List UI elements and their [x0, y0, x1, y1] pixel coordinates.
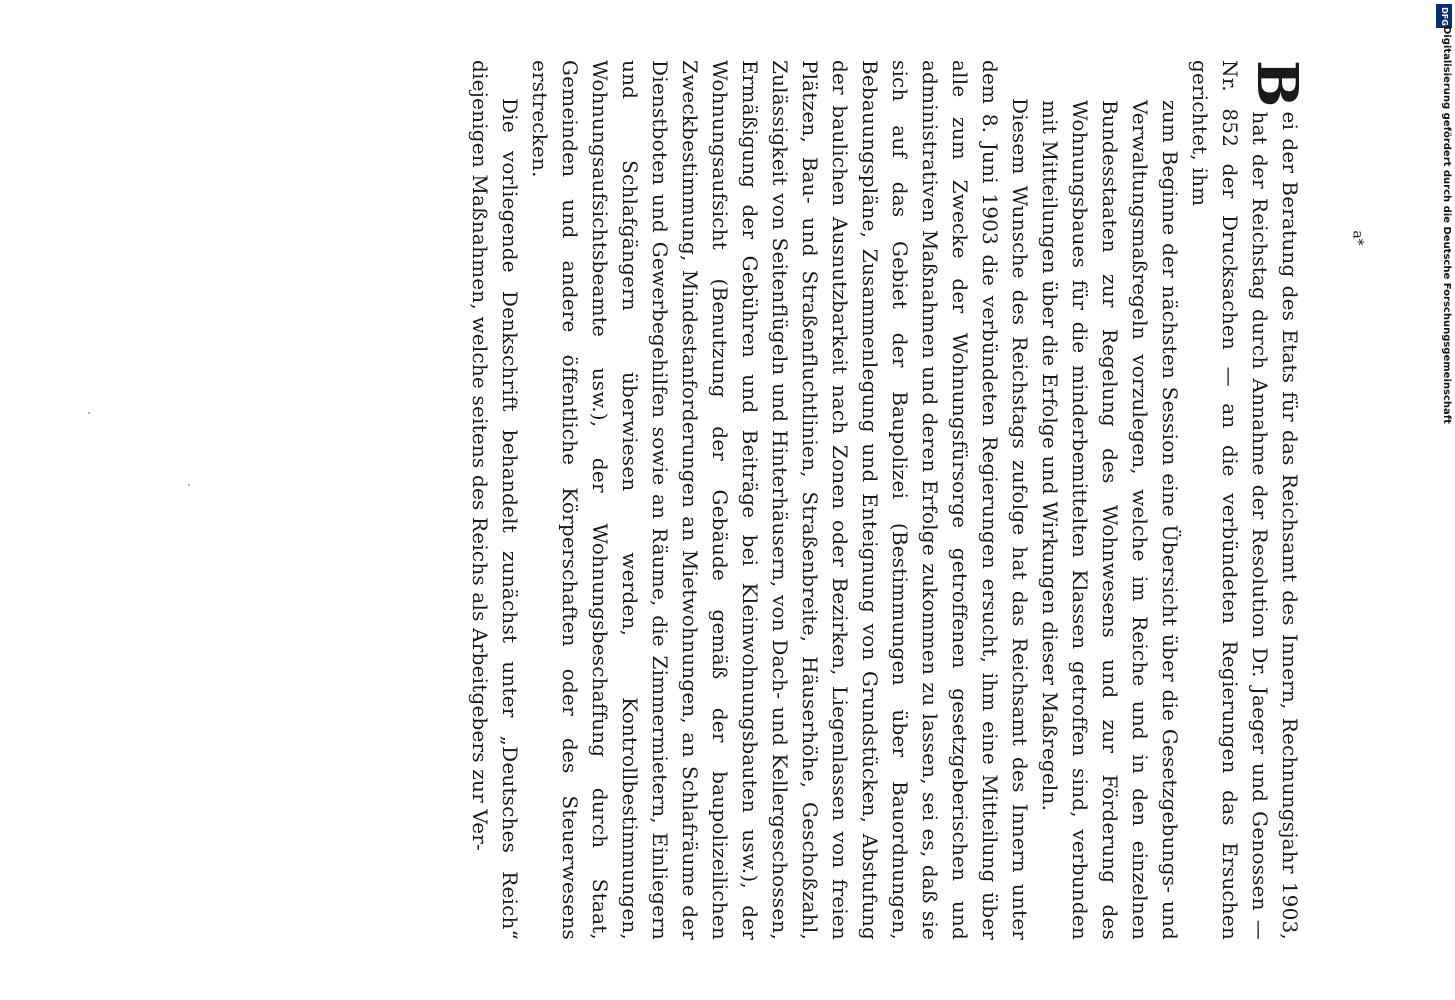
text-column	[465, 60, 1310, 940]
paragraph-4: Die vorliegende Denkschrift behandelt zunächst unter „Deutsches Reich“ diejenigen Maßnahmen, welche seitens des Reichs als Arbeitgebers zur Ver-	[468, 60, 522, 940]
rotated-text-block	[425, 60, 1310, 940]
drop-cap: B	[1244, 60, 1310, 108]
scan-speck	[188, 484, 190, 486]
paragraph-1-text: ei der Beratung des Etats für das Reichsamt des Innern, Rechnungsjahr 1903, hat der Reichstag durch Annahme der Resolution Dr. Jaeger und Genossen — Nr. 852 der Drucksachen — an die verbündeten Regierungen das Ersuchen gerichtet, ihm	[1188, 60, 1302, 940]
paragraph-3: Diesem Wunsche des Reichstags zufolge hat das Reichsamt des Innern unter dem 8. Juni 1903 die verbündeten Regierungen ersucht, ihm eine Mitteilung über alle zum Zwecke der Wohnungsfürsorge getroffenen gesetzgeberischen und administrativen Maßnahmen und deren Erfolge zukommen zu lassen, sei es, daß sie sich auf das Gebiet der Baupolizei (Bestimmungen über Bauordnungen, Bebauungspläne, Zusammenlegung und Enteignung von Grundstücken, Abstufung der baulichen Ausnutzbarkeit nach Zonen oder Bezirken, Liegenlassen von freien Plätzen, Bau- und Straßenfluchtlinien, Straßenbreite, Häuserhöhe, Geschoßzahl, Zulässigkeit von Seitenflügeln und Hinterhäusern, von Dach- und Kellergeschossen, Ermäßigung der Gebühren und Beiträge bei Kleinwohnungsbauten usw.), der Wohnungsaufsicht (Benutzung der Gebäude gemäß der baupolizeilichen Zweckbestimmung, Mindestanforderungen an Mietwohnungen, an Schlafräume der Dienstboten und Gewerbegehilfen sowie an Räume, die Zimmermietern, Einliegern und Schlafgängern überwiesen werden, Kontrollbestimmungen, Wohnungsaufsichtsbeamte usw.), der Wohnungsbeschaffung durch Staat, Gemeinden und andere öffentliche Körperschaften oder des Steuerwesens erstrecken.	[528, 60, 1032, 940]
paragraph-2: zum Beginne der nächsten Session eine Übersicht über die Gesetzgebungs- und Verwaltungsmaßregeln vorzulegen, welche im Reiche und in den einzelnen Bundesstaaten zur Regelung des Wohnwesens und zur Förderung des Wohnungsbaues für die minderbemittelten Klassen getroffen sind, verbunden mit Mitteilungen über die Erfolge und Wirkungen dieser Maßregeln.	[1038, 100, 1182, 940]
scan-speck	[88, 412, 90, 414]
paragraph-1	[1185, 60, 1310, 940]
signature-mark: a*	[1349, 230, 1366, 246]
digitization-notice: Digitalisierung gefördert durch die Deutsche Forschungsgemeinschaft	[1441, 26, 1452, 424]
dfg-strip	[1436, 4, 1452, 424]
dfg-logo	[1436, 4, 1452, 28]
dfg-logo-text: DFG	[1439, 6, 1449, 26]
